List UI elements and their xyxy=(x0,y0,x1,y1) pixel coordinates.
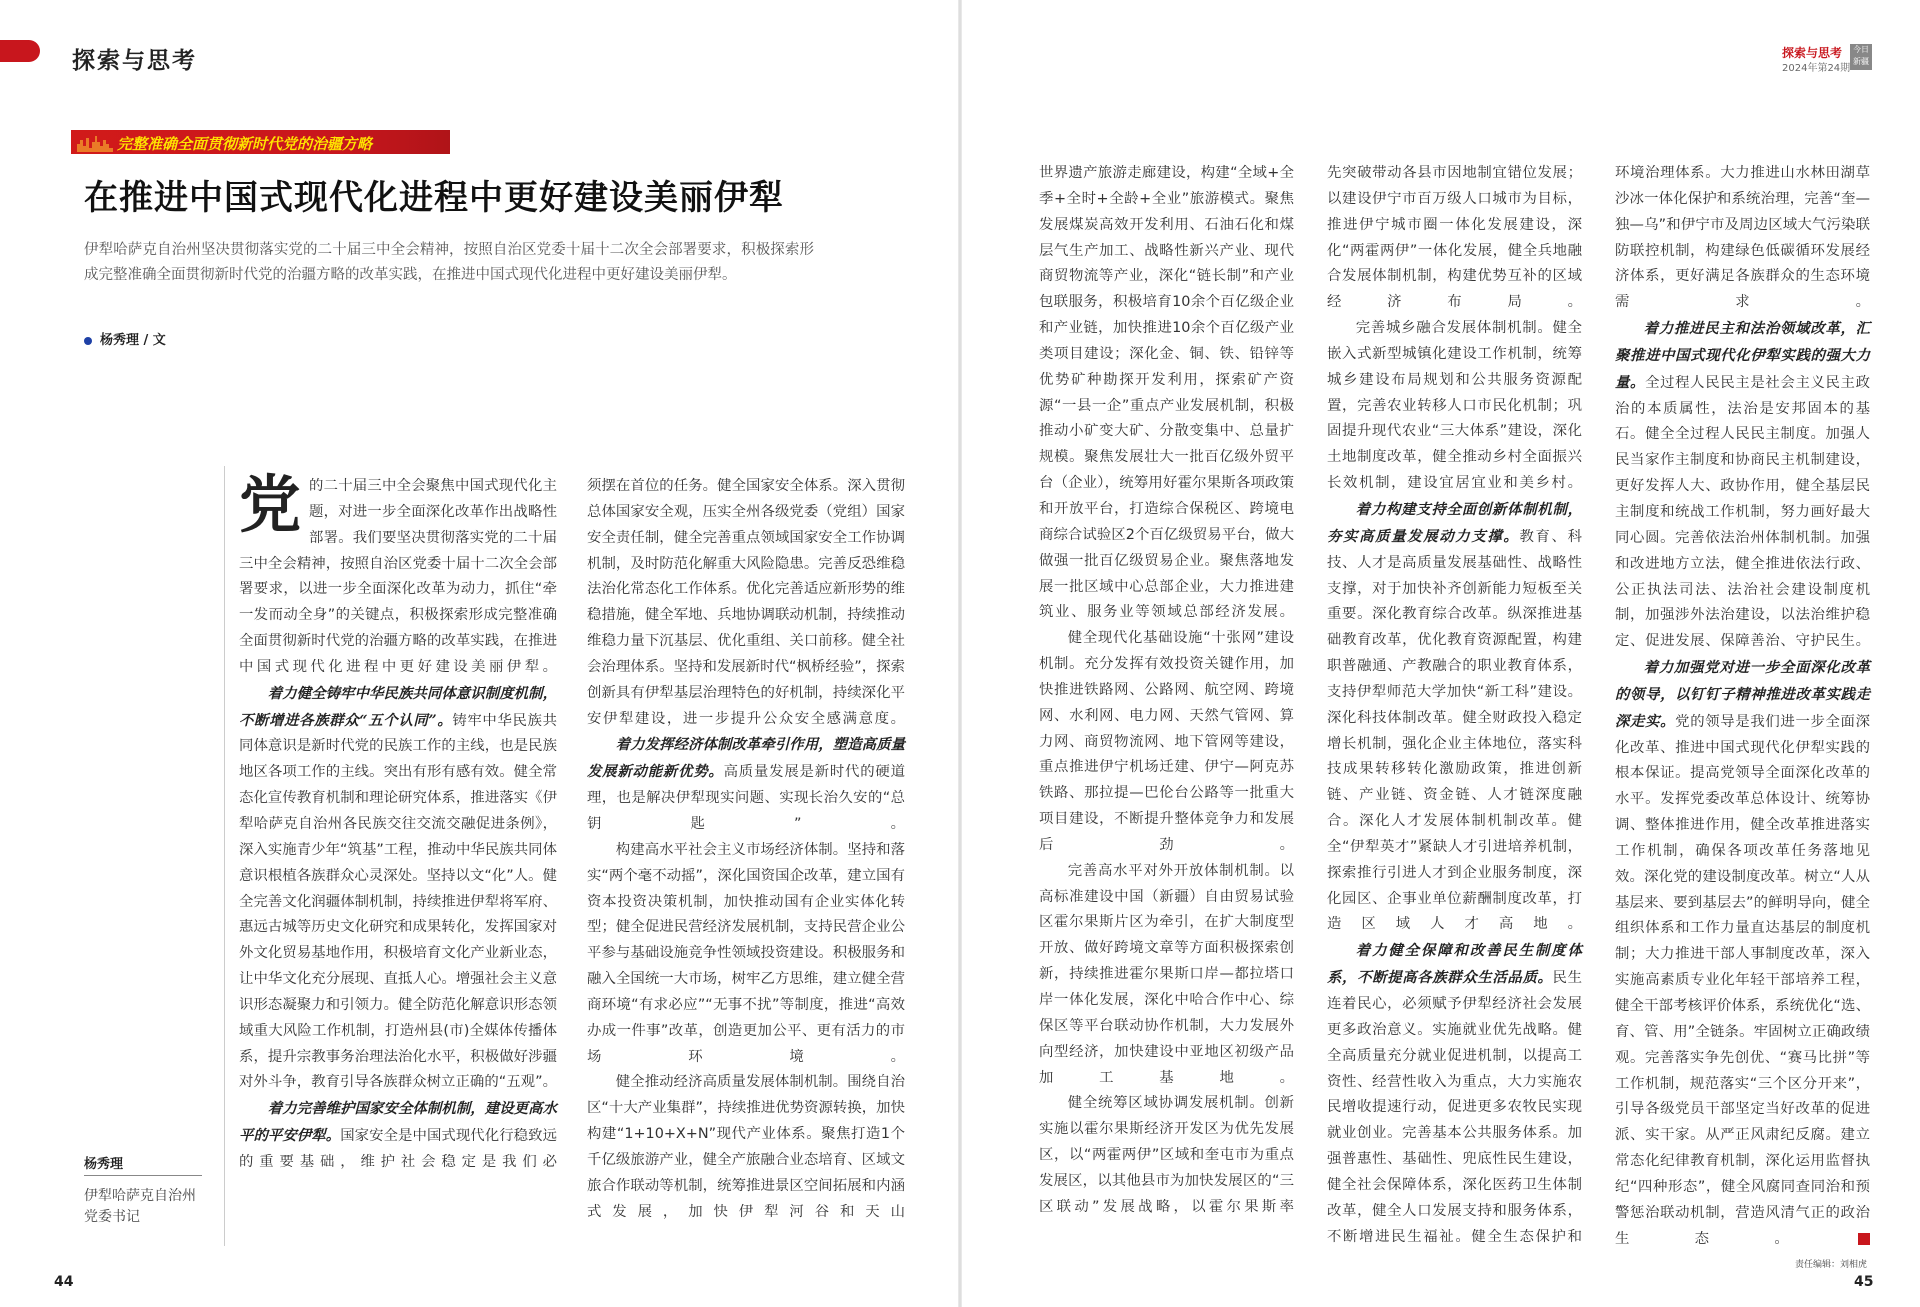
paragraph-text: 先突破带动各县市因地制宜错位发展；以建设伊宁市百万级人口城市为目标，推进伊宁城市圈一体化发展建设，深化“两霍两伊”一体化发展，健全兵地融合发展体制机制，构建优势互补的区域经济布局。 xyxy=(1327,165,1582,311)
page-spine xyxy=(958,0,962,1307)
skyline-icon xyxy=(77,134,113,152)
paragraph-text: 民生连着民心，必须赋予伊犁经济社会发展更多政治意义。实施就业优先战略。健全高质量充分就业促进机制，以提高工资性、经营性收入为重点，大力实施农民增收提速行动，促进更多农牧民实现就业创业。完善基本公共服务体系。加强普惠性、基础性、兜底性民生建设，健全社会保障体系，深化医药卫生体制改革，健全人口发展支持和服务体系，不断增进民生福祉。健全生态保护和 xyxy=(1327,970,1582,1245)
paragraph-text: 环境治理体系。大力推进山水林田湖草沙冰一体化保护和系统治理，完善“奎—独—乌”和伊宁市及周边区域大气污染联防联控机制，构建绿色低碳循环发展经济体系，更好满足各族群众的生态环境需求。 xyxy=(1615,165,1870,311)
body-paragraph xyxy=(1327,161,1582,316)
body-column-4 xyxy=(1327,161,1582,1263)
paragraph-lead-in: 着力完善维护国家安全体制机制，建设更高水平的平安伊犁。 xyxy=(239,1100,557,1145)
body-paragraph xyxy=(587,1070,905,1225)
author-name: 杨秀理 xyxy=(84,1157,124,1172)
paragraph-text: 世界遗产旅游走廊建设，构建“全域+全季+全时+全龄+全业”旅游模式。聚焦发展煤炭高效开发利用、石油石化和煤层气生产加工、战略性新兴产业、现代商贸物流等产业，深化“链长制”和产业包联服务，积极培育10余个百亿级企业和产业链，加快推进10余个百亿级产业类项目建设；深化金、铜、铁、铅锌等优势矿种勘探开发利用，探索矿产资源“一县一企”重点产业发展机制，积极推动小矿变大矿、分散变集中、总量扩规模。聚焦发展壮大一批百亿级外贸平台（企业），统筹用好霍尔果斯各项政策和开放平台，打造综合保税区、跨境电商综合试验区2个百亿级贸易平台，做大做强一批百亿级贸易企业。聚焦落地发展一批区域中心总部企业，大力推进建筑业、服务业等领域总部经济发展。 xyxy=(1039,165,1294,621)
article-headline: 在推进中国式现代化进程中更好建设美丽伊犁 xyxy=(84,178,784,218)
body-paragraph xyxy=(1039,161,1294,626)
paragraph-text: 党的领导是我们进一步全面深化改革、推进中国式现代化伊犁实践的根本保证。提高党领导全面深化改革的水平。发挥党委改革总体设计、统筹协调、整体推进作用，健全改革推进落实工作机制，确保各项改革任务落地见效。深化党的建设制度改革。树立“人从基层来、要到基层去”的鲜明导向，健全组织体系和工作力量直达基层的制度机制；大力推进干部人事制度改革，深入实施高素质专业化年轻干部培养工程，健全干部考核评价体系，系统优化“选、育、管、用”全链条。牢固树立正确政绩观。完善落实争先创优、“赛马比拼”等工作机制，规范落实“三个区分开来”，引导各级党员干部坚定当好改革的促进派、实干家。从严正风肃纪反腐。建立常态化纪律教育机制，深化运用监督执纪“四种形态”，健全风腐同查同治和预警惩治联动机制，营造风清气正的政治生态。 xyxy=(1615,713,1870,1247)
article-lead: 伊犁哈萨克自治州坚决贯彻落实党的二十届三中全会精神，按照自治区党委十届十二次全会部署要求，积极探索形成完整准确全面贯彻新时代党的治疆方略的改革实践，在推进中国式现代化进程中更好建设美丽伊犁。 xyxy=(84,242,814,283)
body-paragraph xyxy=(1615,161,1870,316)
body-column-2 xyxy=(587,474,905,1264)
paragraph-lead-in: 着力推进民主和法治领域改革，汇聚推进中国式现代化伊犁实践的强大力量。 xyxy=(1615,320,1870,391)
bullet-icon xyxy=(84,337,92,345)
body-paragraph xyxy=(1327,938,1582,1250)
body-column-1 xyxy=(239,468,557,1264)
byline xyxy=(84,329,166,348)
drop-cap: 党 xyxy=(239,468,302,541)
body-paragraph xyxy=(1039,859,1294,1092)
body-paragraph xyxy=(587,474,905,732)
paragraph-text: 完善城乡融合发展体制机制。健全嵌入式新型城镇化建设工作机制，统筹城乡建设布局规划和公共服务资源配置，完善农业转移人口市民化机制；巩固提升现代农业“三大体系”建设，深化土地制度改革，健全推动乡村全面振兴长效机制，建设宜居宜业和美乡村。 xyxy=(1327,320,1582,492)
paragraph-text: 完善高水平对外开放体制机制。以高标准建设中国（新疆）自由贸易试验区霍尔果斯片区为牵引，在扩大制度型开放、做好跨境文章等方面积极探索创新，持续推进霍尔果斯口岸—都拉塔口岸一体化发展，深化中哈合作中心、综保区等平台联动协作机制，大力发展外向型经济，加快建设中亚地区初级产品加工基地。 xyxy=(1039,862,1294,1086)
topic-banner-text: 完整准确全面贯彻新时代党的治疆方略 xyxy=(117,135,373,153)
body-paragraph xyxy=(1327,497,1582,938)
paragraph-text: 国家安全是中国式现代化行稳致远的重要基础，维护社会稳定是我们必 xyxy=(239,1128,557,1170)
body-paragraph xyxy=(587,732,905,837)
paragraph-text: 健全推动经济高质量发展体制机制。围绕自治区“十大产业集群”，持续推进优势资源转换，加快构建“1+10+X+N”现代产业体系。聚焦打造1个千亿级旅游产业，健全产旅融合业态培育、区域文旅合作联动等机制，统筹推进景区空间拓展和内涵式发展，加快伊犁河谷和天山 xyxy=(587,1074,905,1220)
magazine-badge: 今日 新疆 xyxy=(1850,44,1872,70)
paragraph-text: 全过程人民民主是社会主义民主政治的本质属性，法治是安邦固本的基石。健全全过程人民民主制度。加强人民当家作主制度和协商民主机制建设，更好发挥人大、政协作用，健全基层民主制度和统战工作机制，努力画好最大同心圆。完善依法治州体制机制。加强和改进地方立法，健全推进依法行政、公正执法司法、法治社会建设制度机制，加强涉外法治建设，以法治维护稳定、促进发展、保障善治、守护民生。 xyxy=(1615,374,1870,650)
body-paragraph xyxy=(1327,316,1582,497)
section-title: 探索与思考 xyxy=(72,47,197,74)
author-divider xyxy=(224,466,225,1246)
paragraph-text: 健全现代化基础设施“十张网”建设机制。充分发挥有效投资关键作用，加快推进铁路网、公路网、航空网、跨境网、水利网、电力网、天然气管网、算力网、商贸物流网、地下管网等建设，重点推进伊宁机场迁建、伊宁—阿克苏铁路、那拉提—巴伦台公路等一批重大项目建设，不断提升整体竞争力和发展后劲。 xyxy=(1039,630,1294,853)
magazine-title: 探索与思考 xyxy=(1782,46,1843,60)
page-number-left: 44 xyxy=(54,1274,74,1290)
section-tab-marker xyxy=(0,40,40,62)
paragraph-lead-in: 着力构建支持全面创新体制机制，夯实高质量发展动力支撑。 xyxy=(1327,500,1582,545)
end-mark-icon: J xyxy=(1858,1233,1870,1245)
body-paragraph xyxy=(239,681,557,1097)
paragraph-lead-in: 着力加强党对进一步全面深化改革的领导，以钉钉子精神推进改革实践走深走实。 xyxy=(1615,659,1870,730)
paragraph-lead-in: 着力发挥经济体制改革牵引作用，塑造高质量发展新动能新优势。 xyxy=(587,736,905,781)
author-title: 伊犁哈萨克自治州党委书记 xyxy=(84,1188,196,1225)
paragraph-text: 铸牢中华民族共同体意识是新时代党的民族工作的主线，也是民族地区各项工作的主线。突出有形有感有效。健全常态化宣传教育机制和理论研究体系，推进落实《伊犁哈萨克自治州各民族交往交流交融促进条例》，深入实施青少年“筑基”工程，推动中华民族共同体意识根植各族群众心灵深处。坚持以文“化”人。健全完善文化润疆体制机制，持续推进伊犁将军府、惠远古城等历史文化研究和成果转化，发挥国家对外文化贸易基地作用，积极培育文化产业新业态，让中华文化充分展现、直抵人心。增强社会主义意识形态凝聚力和引领力。健全防范化解意识形态领域重大风险工作机制，打造州县(市)全媒体传播体系，提升宗教事务治理法治化水平，积极做好涉疆对外斗争，教育引导各族群众树立正确的“五观”。 xyxy=(239,712,557,1091)
paragraph-text: 须摆在首位的任务。健全国家安全体系。深入贯彻总体国家安全观，压实全州各级党委（党组）国家安全责任制，健全完善重点领域国家安全工作协调机制，及时防范化解重大风险隐患。完善反恐维稳法治化常态化工作体系。优化完善适应新形势的维稳措施，健全军地、兵地协调联动机制，持续推动维稳力量下沉基层、优化重组、关口前移。健全社会治理体系。坚持和发展新时代“枫桥经验”，探索创新具有伊犁基层治理特色的好机制，持续深化平安伊犁建设，进一步提升公众安全感满意度。 xyxy=(587,478,905,727)
body-paragraph xyxy=(1039,1091,1294,1220)
paragraph-text: 健全统筹区域协调发展机制。创新实施以霍尔果斯经济开发区为优先发展区，以“两霍两伊”区域和奎屯市为重点发展区，以其他县市为加快发展区的“三区联动”发展战略，以霍尔果斯率 xyxy=(1039,1095,1294,1215)
paragraph-lead-in: 着力健全铸牢中华民族共同体意识制度机制，不断增进各族群众“五个认同”。 xyxy=(239,684,557,729)
body-paragraph xyxy=(1039,626,1294,859)
page-number-right: 45 xyxy=(1854,1274,1874,1290)
paragraph-text: 的二十届三中全会聚焦中国式现代化主题，对进一步全面深化改革作出战略性部署。我们要坚决贯彻落实党的二十届三中全会精神，按照自治区党委十届十二次全会部署要求，以进一步全面深化改革为动力，抓住“牵一发而动全身”的关键点，积极探索形成完整准确全面贯彻新时代党的治疆方略的改革实践，在推进中国式现代化进程中更好建设美丽伊犁。 xyxy=(239,478,557,675)
body-paragraph xyxy=(239,1096,557,1176)
body-paragraph xyxy=(1615,316,1870,655)
body-paragraph xyxy=(1615,655,1890,1252)
topic-banner xyxy=(71,130,450,154)
byline-text: 杨秀理 / 文 xyxy=(100,333,166,348)
paragraph-text: 教育、科技、人才是高质量发展基础性、战略性支撑，对于加快补齐创新能力短板至关重要。深化教育综合改革。纵深推进基础教育改革，优化教育资源配置，构建职普融通、产教融合的职业教育体系，支持伊犁师范大学加快“新工科”建设。深化科技体制改革。健全财政投入稳定增长机制，强化企业主体地位，落实科技成果转移转化激励政策，推进创新链、产业链、资金链、人才链深度融合。深化人才发展体制机制改革。健全“伊犁英才”紧缺人才引进培养机制，探索推行引进人才到企业服务制度，深化园区、企事业单位薪酬制度改革，打造区域人才高地。 xyxy=(1327,528,1582,933)
editor-credit: 责任编辑：刘相虎 xyxy=(1795,1260,1868,1270)
paragraph-text: 高质量发展是新时代的硬道理，也是解决伊犁现实问题、实现长治久安的“总钥匙”。 xyxy=(587,764,905,832)
body-paragraph xyxy=(587,838,905,1071)
body-column-3 xyxy=(1039,161,1294,1263)
paragraph-text: 构建高水平社会主义市场经济体制。坚持和落实“两个毫不动摇”，深化国资国企改革，建立国有资本投资决策机制，加快推动国有企业实体化转型；健全促进民营经济发展机制，支持民营企业公平参与基础设施竞争性领域投资建设。积极服务和融入全国统一大市场，树牢乙方思维，建立健全营商环境“有求必应”“无事不扰”等制度，推进“高效办成一件事”改革，创造更加公平、更有活力的市场环境。 xyxy=(587,841,905,1065)
paragraph-lead-in: 着力健全保障和改善民生制度体系，不断提高各族群众生活品质。 xyxy=(1327,942,1582,987)
body-column-5 xyxy=(1615,161,1890,1263)
author-rule xyxy=(84,1175,202,1176)
body-paragraph xyxy=(239,468,557,681)
issue-number: 2024年第24期 xyxy=(1782,63,1851,74)
